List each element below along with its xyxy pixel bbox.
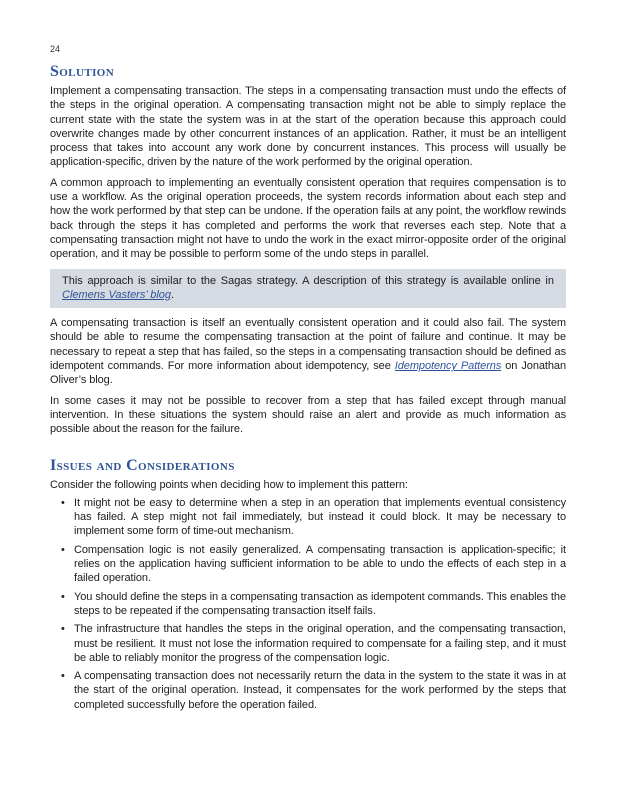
solution-paragraph-2: A common approach to implementing an eventually consistent operation that requires compensation is to use a workflow. As the original operation proceeds, the system records information about each step and how the work performed by that step can be undone. If the operation fails at any point, the workflow rewinds back through the steps it has completed and performs the work that reverses each step. Note that a compensating transaction might not have to undo the work in the exact mirror-opposite order of the original operation, and it may be possible to perform some of the undo steps in parallel. (50, 176, 566, 261)
issues-heading: Issues and Considerations (50, 456, 235, 474)
page-number: 24 (50, 44, 61, 54)
issues-intro: Consider the following points when deciding how to implement this pattern: (50, 478, 408, 491)
solution-heading: Solution (50, 63, 115, 80)
list-item: • A compensating transaction does not necessarily return the data in the system to the state it was in at the start of the original operation. Instead, it compensates for the work performed by the steps that completed successfully before the operation failed. (50, 669, 566, 712)
clemens-vasters-blog-link[interactable]: Clemens Vasters’ blog (62, 288, 172, 301)
issues-list (50, 496, 566, 712)
list-item: • The infrastructure that handles the steps in the original operation, and the compensating transaction, must be resilient. It must not lose the information required to compensate for a failing step, and it must be able to reliably monitor the progress of the compensation logic. (50, 622, 566, 665)
note-end: . (171, 288, 175, 301)
note-box (50, 269, 566, 309)
list-item: • You should define the steps in a compensating transaction as idempotent commands. This enables the steps to be repeated if the compensating transaction itself fails. (50, 590, 566, 619)
paragraph-3-text: A compensating transaction is itself an eventually consistent operation and it could also fail. The system should be able to resume the compensating transaction at the point of failure and continue. It may be necessary to repeat a step that has failed, so the steps in a compensating transaction should be defined as idempotent commands. For more information about idempotency, see (50, 317, 566, 373)
idempotency-patterns-link[interactable]: Idempotency Patterns (394, 360, 502, 373)
list-item: • Compensation logic is not easily generalized. A compensating transaction is application-specific; it relies on the application having sufficient information to be able to undo the effects of each step in a failed operation. (50, 543, 566, 586)
solution-paragraph-3 (50, 316, 566, 387)
solution-paragraph-4: In some cases it may not be possible to recover from a step that has failed except through manual intervention. In these situations the system should raise an alert and provide as much information as possible about the reason for the failure. (50, 394, 566, 436)
paragraph-3-end: on Jonathan Oliver’s blog. (50, 360, 566, 387)
list-item: • It might not be easy to determine when a step in an operation that implements eventual consistency has failed. A step might not fail immediately, but instead it could block. It may be necessary to implement some form of time-out mechanism. (50, 496, 566, 539)
page-content (50, 62, 566, 712)
note-text: This approach is similar to the Sagas strategy. A description of this strategy is available online in (62, 274, 554, 287)
solution-paragraph-1: Implement a compensating transaction. The steps in a compensating transaction must undo the effects of the steps in the original operation. A compensating transaction might not be able to simply replace the current state with the state the system was in at the start of the operation because this approach could overwrite changes made by other concurrent instances of an application. Rather, it must be an intelligent process that takes into account any work done by concurrent instances. This process will usually be application-specific, driven by the nature of the work performed by the original operation. (50, 85, 566, 169)
